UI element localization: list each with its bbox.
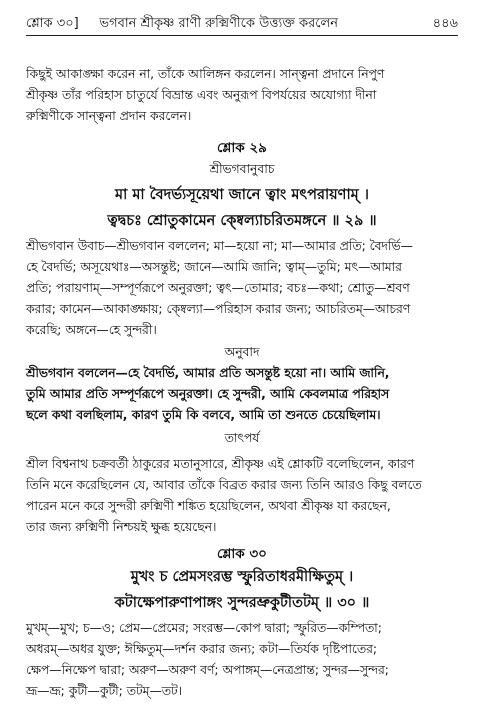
translation-line: শ্রীভগবান বললেন—হে বৈদর্ভি, আমার প্রতি অসন্তুষ্ট হয়ো না। আমি জানি, [26, 366, 390, 380]
text-line: শ্রীকৃষ্ণ তাঁর পরিহাস চাতুর্যে বিভ্রান্ত এবং অনুরূপ বিপর্যয়ের অযোগ্যা দীনা [26, 88, 377, 102]
synonym-line: অধরম্—অধর যুক্ত; ঈক্ষিতুম্—দর্শন করার জন্য; কটা—তির্যক দৃষ্টিপাতের; [26, 642, 377, 656]
synonym-line: করার; কামেন—আকাঙ্ক্ষায়; ক্ষ্বেল্যা—পরিহাস করার জন্য; আচরিতম্—আচরণ [26, 302, 411, 316]
translation-heading: অনুবাদ [224, 345, 260, 359]
purport-heading: তাৎপর্য [224, 431, 260, 445]
translation-line: তুমি আমার প্রতি সম্পূর্ণরূপে অনুরক্তা। হে সুন্দরী, আমি কেবলমাত্র পরিহাস [26, 387, 390, 401]
verse-29-purport [26, 454, 458, 538]
synonym-line: ক্ষেপ—নিক্ষেপ দ্বারা; অরুণ—অরুণ বর্ণ; অপাঙ্গম্—নেত্রপ্রান্ত; সুন্দর—সুন্দর; [26, 663, 389, 677]
verse-30-title: শ্লোক ৩০ [217, 546, 267, 562]
purport-line: শ্রীল বিশ্বনাথ চক্রবর্তী ঠাকুরের মতানুসারে, শ্রীকৃষ্ণ এই শ্লোকটি বলেছিলেন, কারণ [26, 457, 415, 471]
verse-29-line-2: ত্বদ্বচঃ শ্রোতুকামেন ক্ষ্বেল্যাচরিতমঙ্গনে ॥ ২৯ ॥ [107, 213, 377, 229]
purport-line: তার জন্য রুক্মিণী নিশ্চয়ই ক্ষুব্ধ হয়েছেন। [26, 520, 217, 534]
synonym-line: ভ্রূ—ভ্রূ; কুটী—কুটী; তটম্—তট। [26, 684, 183, 698]
synonym-line: করেছি; অঙ্গনে—হে সুন্দরী। [26, 323, 157, 337]
verse-29-title: শ্লোক ২৯ [217, 140, 267, 156]
verse-29-translation [26, 363, 458, 426]
intro-paragraph [26, 64, 458, 127]
page-number: ৪৪৬ [432, 16, 458, 31]
running-header [26, 13, 458, 36]
synonym-line: শ্রীভগবান উবাচ—শ্রীভগবান বললেন; মা—হয়ো না; মা—আমার প্রতি; বৈদর্ভি— [26, 239, 413, 253]
verse-30-line-1: মুখং চ প্রেমসংরম্ভ স্ফুরিতাধরমীক্ষিতুম্ । [130, 569, 354, 585]
synonym-line: হে বৈদর্ভি; অসূয়েথাঃ—অসন্তুষ্ট; জানে—আমি জানি; ত্বাম্—তুমি; মৎ—আমার [26, 260, 402, 274]
verse-30-synonyms [26, 618, 458, 702]
translation-line: ছলে কথা বলছিলাম, কারণ তুমি কি বলবে, আমি তা শুনতে চেয়েছিলাম। [26, 408, 381, 422]
verse-29-speaker: শ্রীভগবানুবাচ [209, 162, 275, 176]
header-chapter-title: শ্লোক ৩০] ভগবান শ্রীকৃষ্ণ রাণী রুক্মিণীকে উত্ত্যক্ত করলেন [26, 16, 338, 31]
synonym-line: মুখম্—মুখ; চ—ও; প্রেম—প্রেমের; সংরম্ভ—কোপ দ্বারা; স্ফুরিত—কম্পিতা; [26, 621, 382, 635]
verse-29-synonyms [26, 236, 458, 341]
text-line: রুক্মিণীকে সান্ত্বনা প্রদান করলেন। [26, 109, 192, 123]
synonym-line: প্রতি; পরায়ণাম্—সম্পূর্ণরূপে অনুরক্তা; ত্বৎ—তোমার; বচঃ—কথা; শ্রোতু—শ্রবণ [26, 281, 410, 295]
verse-29-line-1: মা মা বৈদর্ভ্যসূয়েথা জানে ত্বাং মৎপরায়ণাম্ । [115, 187, 369, 203]
purport-line: পারেন মনে করে সুন্দরী রুক্মিণী শঙ্কিত হয়েছিলেন, অথবা শ্রীকৃষ্ণ যা করছেন, [26, 499, 391, 513]
purport-line: তিনি মনে করেছিলেন যে, আবার তাঁকে বিব্রত করার জন্য তিনি আরও কিছু বলতে [26, 478, 422, 492]
text-line: কিছুই আকাঙ্ক্ষা করেন না, তাঁকে আলিঙ্গন করলেন। সান্ত্বনা প্রদানে নিপুণ [26, 67, 385, 81]
verse-30-line-2: কটাক্ষেপারুণাপাঙ্গং সুন্দরভ্রুকুটীতটম্ ॥ ৩০ ॥ [114, 595, 370, 611]
